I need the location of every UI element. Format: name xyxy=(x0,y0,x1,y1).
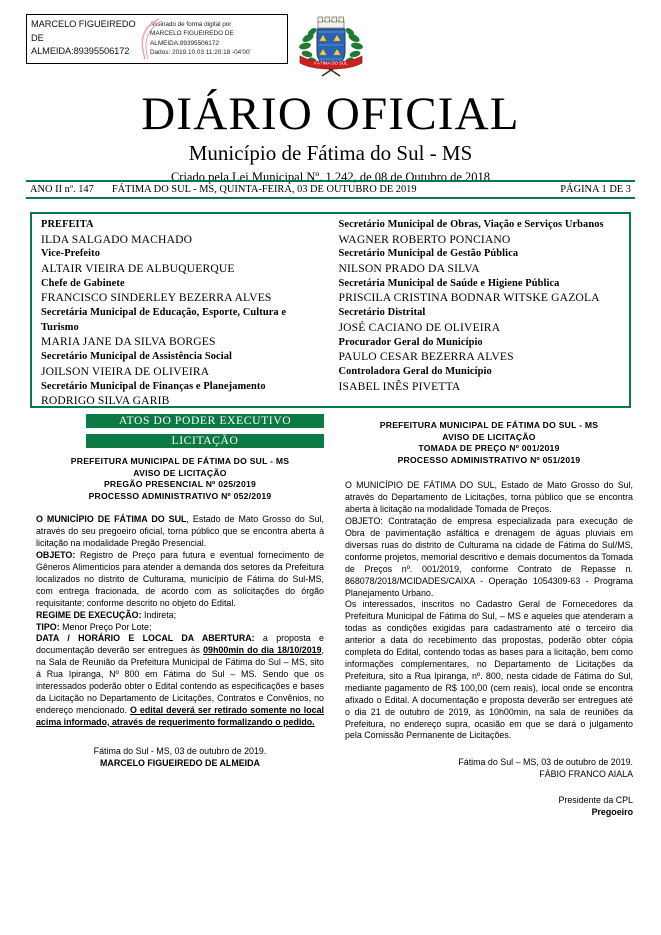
left-notice-data-text-b: , na Sala de Reunião da Prefeitura Municipal de Fátima do Sul – MS, sito á Rua Ipiranga, Nº 800 em Fátima do Sul – MS. Sendo que os interessados poderão obter o Edital contendo as especificações e bases da Licitação no Departamento de Licitações, Contratos e Convênios, no endereço mencionado. xyxy=(36,645,324,715)
left-notice-intro-bold: O MUNICÍPIO DE FÁTIMA DO SUL xyxy=(36,514,187,525)
official-role: Secretário Municipal de Assistência Social xyxy=(41,351,233,363)
left-notice-data xyxy=(36,633,324,728)
left-notice-head-line3: PREGÃO PRESENCIAL Nº 025/2019 xyxy=(103,479,257,490)
page-title: DIÁRIO OFICIAL xyxy=(141,88,520,140)
official-role: Secretária Municipal de Educação, Esporte, Cultura e Turismo xyxy=(41,307,287,333)
official-role: Vice-Prefeito xyxy=(41,248,100,260)
issue-bar xyxy=(26,180,635,199)
issue-city-date: FÁTIMA DO SUL - MS, QUINTA-FEIRA, 03 DE OUTUBRO DE 2019 xyxy=(111,184,417,195)
left-notice-tipo-text: Menor Preço Por Lote; xyxy=(59,621,152,632)
signature-detail-line4: Dados: 2019.10.03 11:20:18 -04'00' xyxy=(150,49,251,57)
left-notice-final-underlined: O edital deverá ser retirado somente no local acima informado, através de requerimento formalizando o pedido. xyxy=(36,704,324,727)
official-role: Controladora Geral do Município xyxy=(338,365,492,377)
official-name: FRANCISCO SINDERLEY BEZERRA ALVES xyxy=(41,291,272,305)
official-name: PRISCILA CRISTINA BODNAR WITSKE GAZOLA xyxy=(338,291,600,305)
left-notice-regime-label: REGIME DE EXECUÇÃO: xyxy=(36,609,142,620)
left-notice-head-line2: AVISO DE LICITAÇÃO xyxy=(133,467,227,478)
right-notice-para1: O MUNICÍPIO DE FÁTIMA DO SUL, Estado de Mato Grosso do Sul, através do Departamento de Licitações, torna público que se encontra aberta à licitação na modalidade Tomada de Preços. xyxy=(345,480,633,515)
right-notice-body xyxy=(345,480,633,742)
official-name: ALTAIR VIEIRA DE ALBUQUERQUE xyxy=(41,261,235,275)
section-bar-atos-do-poder-executivo: ATOS DO PODER EXECUTIVO xyxy=(86,414,324,428)
left-notice-data-text-a: a proposta e documentação deverão ser entregues às xyxy=(36,633,324,656)
issue-number: ANO II nº. 147 xyxy=(30,184,94,195)
right-notice-header xyxy=(345,420,633,466)
official-role: Secretário Municipal de Obras, Viação e Serviços Urbanos xyxy=(338,219,604,230)
left-notice-header xyxy=(36,456,324,502)
official-name: MARIA JANE DA SILVA BORGES xyxy=(41,335,216,349)
notice-column-left xyxy=(36,456,324,769)
official-name: PAULO CESAR BEZERRA ALVES xyxy=(338,350,514,364)
signature-subject-line2: DE xyxy=(31,32,44,43)
signature-detail-line3: ALMEIDA:89395506172 xyxy=(150,39,219,47)
left-notice-objeto-label: OBJETO: xyxy=(36,550,76,561)
officials-box xyxy=(30,212,631,408)
section-bar-licitacao: LICITAÇÃO xyxy=(86,434,324,448)
left-notice-objeto xyxy=(36,550,324,610)
official-name: ISABEL INÊS PIVETTA xyxy=(338,379,461,393)
notice-column-right xyxy=(345,420,633,818)
right-notice-para3: Os interessados, inscritos no Cadastro Geral de Fornecedores da Prefeitura Municipal de Fátima do Sul, – MS e aqueles que atenderam a todas as condições exigidas para cadastramento até o terceiro dia anterior a data do recebimento das propostas, poderão obter cópia completa do Edital, contendo todas as bases para a licitação, bem como informações complementares, no Departamento de Licitações da Prefeitura, sito a Rua Ipiranga, nº. 800, nesta cidade de Fátima do Sul, mediante pagamento de R$ 100,00 (cem reais), local onde se encontra afixado o Edital. A documentação e proposta deverão ser entregues até o dia 21 de outubro de 2019, às 10h00min, na sala de reuniões da Prefeitura, no endereço supra, ocasião em que se dará o julgamento pela Comissão Permanente de Licitações. xyxy=(345,599,633,741)
official-role: Procurador Geral do Município xyxy=(338,336,483,348)
issue-page-number: PÁGINA 1 DE 3 xyxy=(560,184,631,195)
official-name: ILDA SALGADO MACHADO xyxy=(41,232,193,246)
left-signoff-place-date: Fátima do Sul - MS, 03 de outubro de 2019. xyxy=(93,745,267,756)
signoff-spacer xyxy=(345,780,633,794)
masthead-subtitle: Município de Fátima do Sul - MS xyxy=(188,141,473,165)
right-notice-head-line4: PROCESSO ADMINISTRATIVO Nº 051/2019 xyxy=(397,454,581,465)
left-notice-intro xyxy=(36,514,324,550)
official-role: Secretária Municipal de Saúde e Higiene Pública xyxy=(338,277,560,289)
official-name: JOSÉ CACIANO DE OLIVEIRA xyxy=(338,320,501,334)
official-role: PREFEITA xyxy=(41,219,94,230)
left-notice-signoff xyxy=(36,745,324,769)
left-notice-regime xyxy=(36,610,324,622)
left-notice-tipo-label: TIPO: xyxy=(36,621,60,632)
official-role: Secretário Distrital xyxy=(338,307,426,319)
right-notice-head-line3: TOMADA DE PREÇO Nº 001/2019 xyxy=(418,443,560,454)
masthead xyxy=(0,88,661,185)
official-name: RODRIGO SILVA GARIB xyxy=(41,394,170,408)
left-notice-body xyxy=(36,514,324,728)
left-notice-objeto-text: Registro de Preço para futura e eventual fornecimento de Gêneros Alimenticios para atender a demanda dos setores da Prefeitura localizados no distrito de Culturama, município de Fátima do Sul-MS, com entrega fracionada, de acordo com as solicitações do órgão requisitante; conforme descrito no objeto do Edital. xyxy=(36,550,324,608)
municipal-coat-of-arms-icon xyxy=(296,12,366,86)
signature-detail-line2: MARCELO FIGUEIREDO DE xyxy=(150,30,234,38)
right-notice-head-line1: PREFEITURA MUNICIPAL DE FÁTIMA DO SUL - MS xyxy=(379,420,599,430)
official-role: Secretário Municipal de Gestão Pública xyxy=(338,248,519,260)
officials-column-left xyxy=(32,218,331,406)
right-signoff-role1: Presidente da CPL xyxy=(558,795,633,806)
masthead-law-line: Criado pela Lei Municipal Nº. 1.242, de 08 de Outubro de 2018 xyxy=(170,170,491,184)
right-notice-para2: OBJETO: Contratação de empresa especializada para execução de Obra de pavimentação asfáltica e drenagem de águas pluviais em diversas ruas do distrito de Culturama na cidade de Fátima do Sul/MS, conforme projetos, memorial descritivo e demais documentos da Tomada de Preços nº. 001/2019, conforme Contrato de Repasse n. 868078/2018/MCIDADES/CAIXA - Operação 1054309-63 - Programa Planejamento Urbano. xyxy=(345,516,633,598)
left-notice-intro-rest: , Estado de Mato Grosso do Sul, através do seu pregoeiro oficial, torna público que se encontra aberta à licitação na modalidade Pregão Presencial. xyxy=(36,514,325,549)
left-notice-tipo xyxy=(36,622,324,634)
digital-signature-stamp xyxy=(26,14,288,64)
official-name: JOILSON VIEIRA DE OLIVEIRA xyxy=(41,364,210,378)
right-signoff-place-date: Fátima do Sul – MS, 03 de outubro de 2019. xyxy=(458,757,633,768)
left-notice-data-highlight: 09h00min do dia 18/10/2019 xyxy=(203,645,322,656)
left-notice-regime-text: Indireta; xyxy=(141,609,177,620)
signature-subject-line3: ALMEIDA:89395506172 xyxy=(31,46,130,56)
svg-text:FÁTIMA DO SUL: FÁTIMA DO SUL xyxy=(314,60,348,66)
official-name: WAGNER ROBERTO PONCIANO xyxy=(338,232,511,246)
right-signoff-role2: Pregoeiro xyxy=(591,807,633,818)
signature-subject xyxy=(27,15,145,63)
officials-column-right xyxy=(331,218,630,406)
official-name: NILSON PRADO DA SILVA xyxy=(338,261,480,275)
signature-detail-line1: Assinado de forma digital por xyxy=(150,21,232,28)
official-role: Secretário Municipal de Finanças e Planejamento xyxy=(41,380,266,392)
left-notice-head-line1: PREFEITURA MUNICIPAL DE FÁTIMA DO SUL - MS xyxy=(70,456,290,466)
left-signoff-name: MARCELO FIGUEIREDO DE ALMEIDA xyxy=(100,757,260,768)
signature-details xyxy=(145,15,287,63)
right-notice-signoff xyxy=(345,756,633,818)
right-signoff-name: FÁBIO FRANCO AIALA xyxy=(539,769,633,780)
official-role: Chefe de Gabinete xyxy=(41,277,125,289)
left-notice-data-label: DATA / HORÁRIO E LOCAL DA ABERTURA: xyxy=(36,633,255,644)
left-notice-head-line4: PROCESSO ADMINISTRATIVO Nº 052/2019 xyxy=(88,490,272,501)
signature-subject-line1: MARCELO FIGUEIREDO xyxy=(31,19,136,29)
right-notice-head-line2: AVISO DE LICITAÇÃO xyxy=(442,431,536,442)
